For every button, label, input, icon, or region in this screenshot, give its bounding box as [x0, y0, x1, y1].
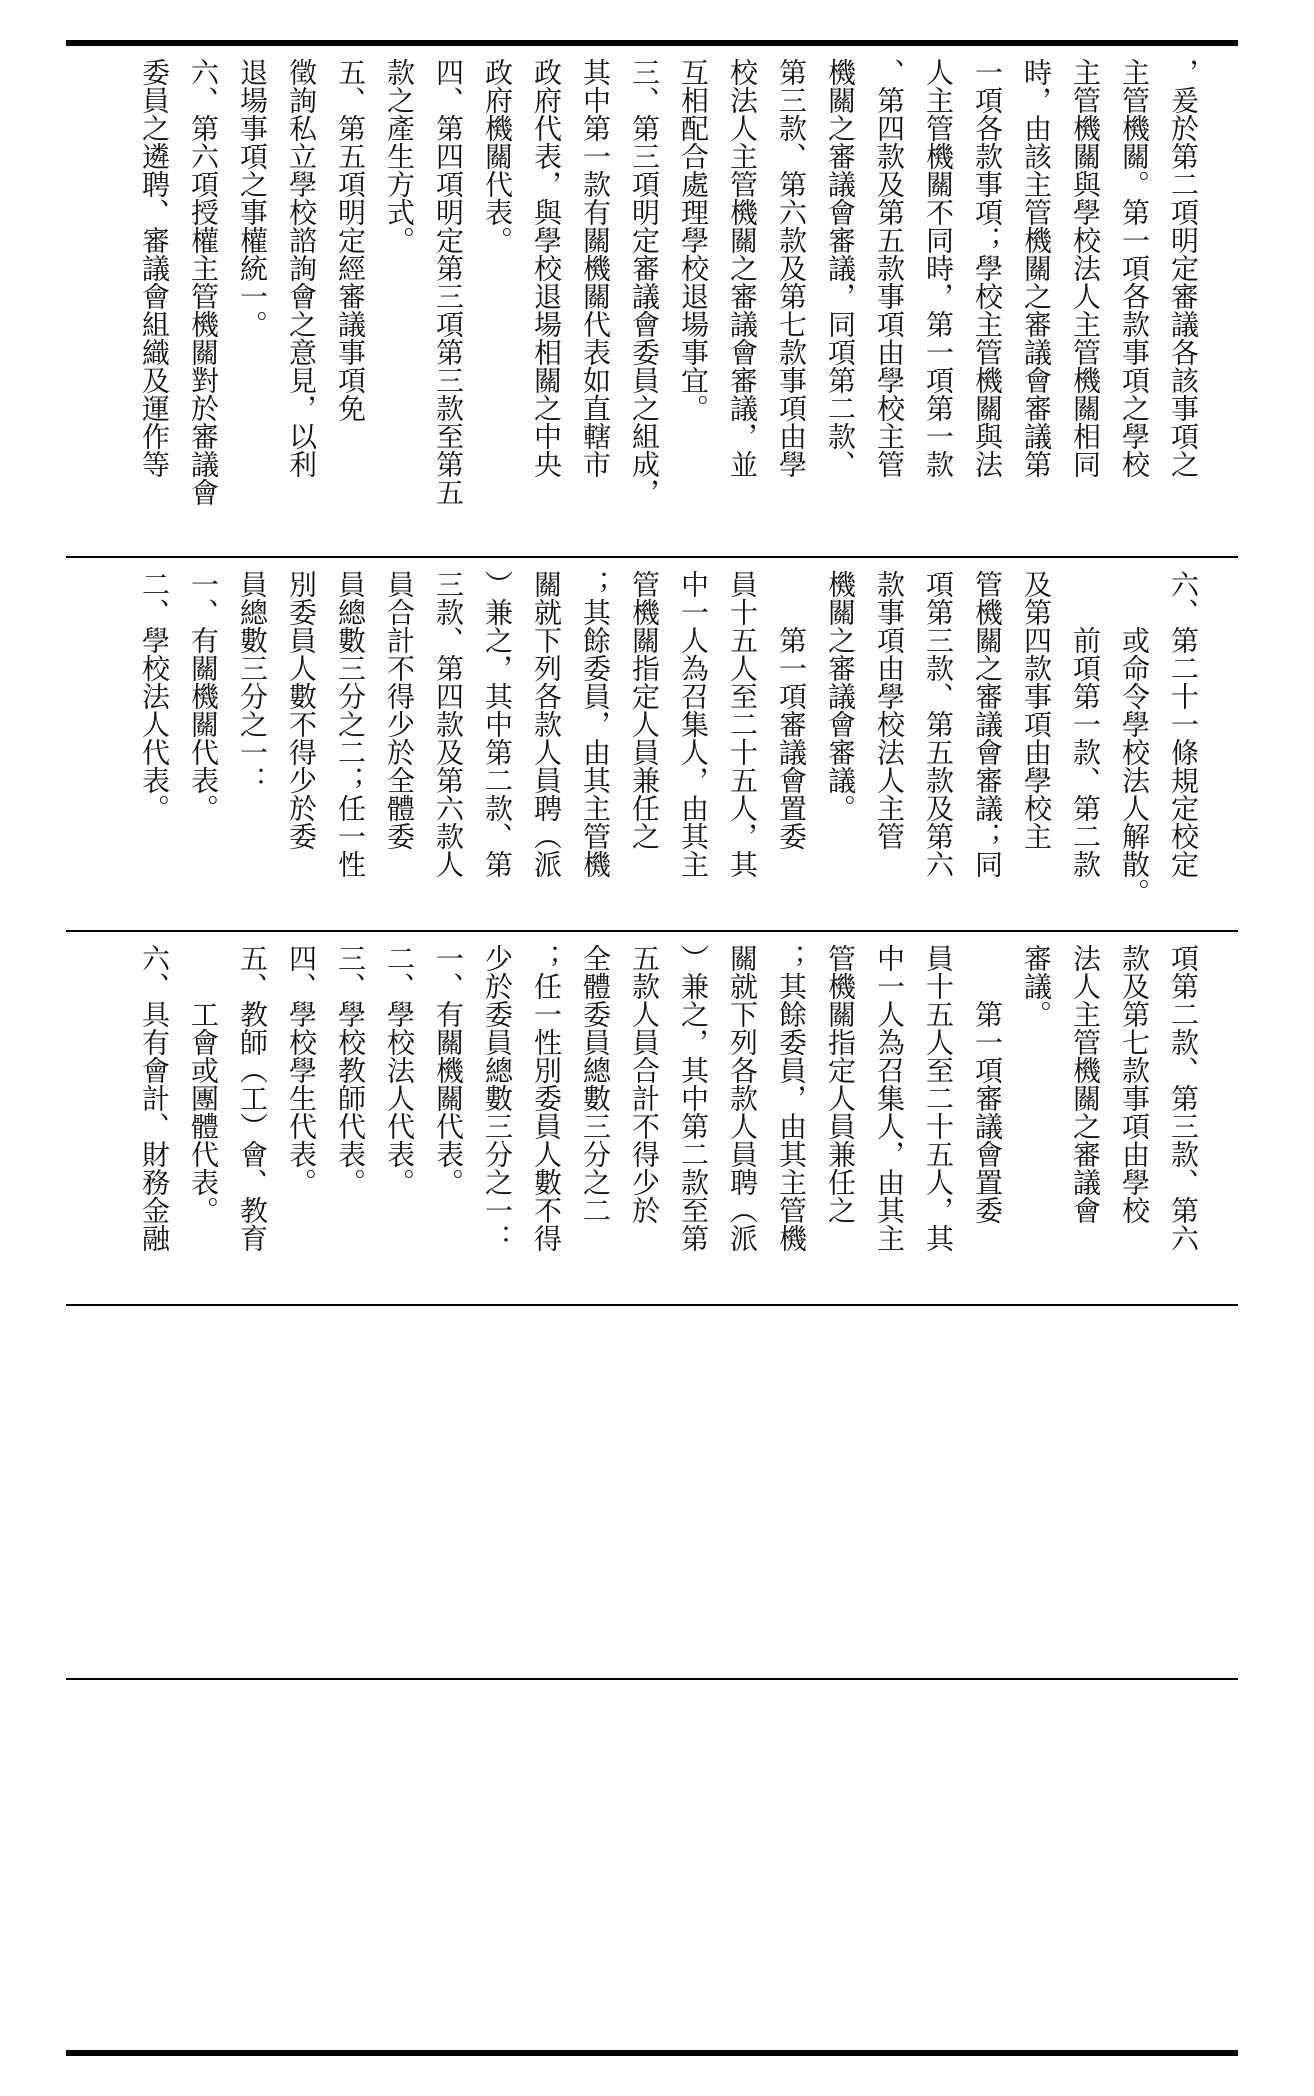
text-line: ；其餘委員，由其主管機: [775, 944, 808, 1252]
top-rule: [66, 40, 1238, 46]
text-line: 六、第六項授權主管機關對於審議會: [187, 58, 220, 506]
text-line: ）兼之，其中第二款至第: [677, 944, 710, 1252]
text-line: 員十五人至二十五人，其: [726, 570, 759, 878]
text-line: 中一人為召集人，由其主: [677, 570, 710, 878]
text-line: 機關之審議會審議，同項第二款、: [824, 58, 857, 478]
band-4: [66, 1314, 1238, 1678]
text-line: 四、學校學生代表。: [285, 944, 318, 1196]
divider-1: [66, 556, 1238, 558]
text-line: 款之產生方式。: [383, 58, 416, 254]
text-line: 別委員人數不得少於委: [285, 570, 318, 850]
text-line: 全體委員總數三分之二: [579, 944, 612, 1224]
text-line: 第一項審議會置委: [971, 944, 1004, 1224]
text-line: 審議。: [1020, 944, 1053, 1028]
text-line: 工會或團體代表。: [187, 944, 220, 1224]
bottom-rule: [66, 2050, 1238, 2056]
text-line: 三款、第四款及第六款人: [432, 570, 465, 878]
text-line: 一、有關機關代表。: [187, 570, 220, 822]
text-line: 五款人員合計不得少於: [628, 944, 661, 1224]
band-5-lines: [66, 1692, 1238, 2048]
text-line: 第一項審議會置委: [775, 570, 808, 850]
text-line: 退場事項之事權統一。: [236, 58, 269, 338]
text-line: 校法人主管機關之審議會審議，並: [726, 58, 759, 478]
text-line: 款事項由學校法人主管: [873, 570, 906, 850]
text-line: 六、第二十一條規定校定: [1167, 570, 1200, 878]
text-line: 人主管機關不同時，第一項第一款: [922, 58, 955, 478]
text-line: ，爰於第二項明定審議各該事項之: [1167, 58, 1200, 478]
text-line: 、第四款及第五款事項由學校主管: [873, 58, 906, 478]
divider-4: [66, 1678, 1238, 1680]
text-line: 三、學校教師代表。: [334, 944, 367, 1196]
text-line: 主管機關。第一項各款事項之學校: [1118, 58, 1151, 478]
text-line: 少於委員總數三分之一：: [481, 944, 514, 1252]
text-line: 政府代表，與學校退場相關之中央: [530, 58, 563, 478]
text-line: 員合計不得少於全體委: [383, 570, 416, 850]
text-line: 項第三款、第五款及第六: [922, 570, 955, 878]
text-line: 機關之審議會審議。: [824, 570, 857, 822]
text-line: 員十五人至二十五人，其: [922, 944, 955, 1252]
band-4-lines: [66, 1318, 1238, 1678]
text-line: ；其餘委員，由其主管機: [579, 570, 612, 878]
text-line: 一、有關機關代表。: [432, 944, 465, 1196]
text-line: 一項各款事項；學校主管機關與法: [971, 58, 1004, 478]
band-1: [66, 52, 1238, 552]
text-line: 及第四款事項由學校主: [1020, 570, 1053, 850]
text-line: 管機關指定人員兼任之: [628, 570, 661, 850]
band-2: [66, 566, 1238, 930]
text-line: 互相配合處理學校退場事宜。: [677, 58, 710, 422]
text-line: 員總數三分之一：: [236, 570, 269, 794]
text-line: 關就下列各款人員聘（派: [726, 944, 759, 1252]
text-line: ；任一性別委員人數不得: [530, 944, 563, 1252]
text-line: 前項第一款、第二款: [1069, 570, 1102, 878]
text-line: 管機關之審議會審議；同: [971, 570, 1004, 878]
text-line: 項第二款、第三款、第六: [1167, 944, 1200, 1252]
band-3: [66, 940, 1238, 1304]
text-line: 時，由該主管機關之審議會審議第: [1020, 58, 1053, 478]
text-line: ）兼之，其中第二款、第: [481, 570, 514, 878]
text-line: 二、學校法人代表。: [138, 570, 171, 822]
text-line: 六、具有會計、財務金融: [138, 944, 171, 1252]
divider-2: [66, 930, 1238, 932]
divider-3: [66, 1304, 1238, 1306]
text-line: 五、第五項明定經審議事項免: [334, 58, 367, 422]
band-3-lines: [66, 944, 1238, 1304]
text-line: 徵詢私立學校諮詢會之意見，以利: [285, 58, 318, 478]
text-line: 三、第三項明定審議會委員之組成，: [628, 58, 661, 506]
text-line: 管機關指定人員兼任之: [824, 944, 857, 1224]
text-line: 委員之遴聘、審議會組織及運作等: [138, 58, 171, 478]
text-line: 第三款、第六款及第七款事項由學: [775, 58, 808, 478]
band-5: [66, 1688, 1238, 2048]
text-line: 五、教師（工）會、教育: [236, 944, 269, 1252]
text-line: 或命令學校法人解散。: [1118, 570, 1151, 906]
band-1-lines: [66, 58, 1238, 548]
text-line: 其中第一款有關機關代表如直轄市: [579, 58, 612, 478]
text-line: 主管機關與學校法人主管機關相同: [1069, 58, 1102, 478]
band-2-lines: [66, 570, 1238, 930]
text-line: 員總數三分之二；任一性: [334, 570, 367, 878]
text-line: 二、學校法人代表。: [383, 944, 416, 1196]
text-line: 四、第四項明定第三項第三款至第五: [432, 58, 465, 506]
text-line: 款及第七款事項由學校: [1118, 944, 1151, 1224]
text-line: 關就下列各款人員聘（派: [530, 570, 563, 878]
text-line: 政府機關代表。: [481, 58, 514, 254]
text-line: 中一人為召集人，由其主: [873, 944, 906, 1252]
text-line: 法人主管機關之審議會: [1069, 944, 1102, 1224]
